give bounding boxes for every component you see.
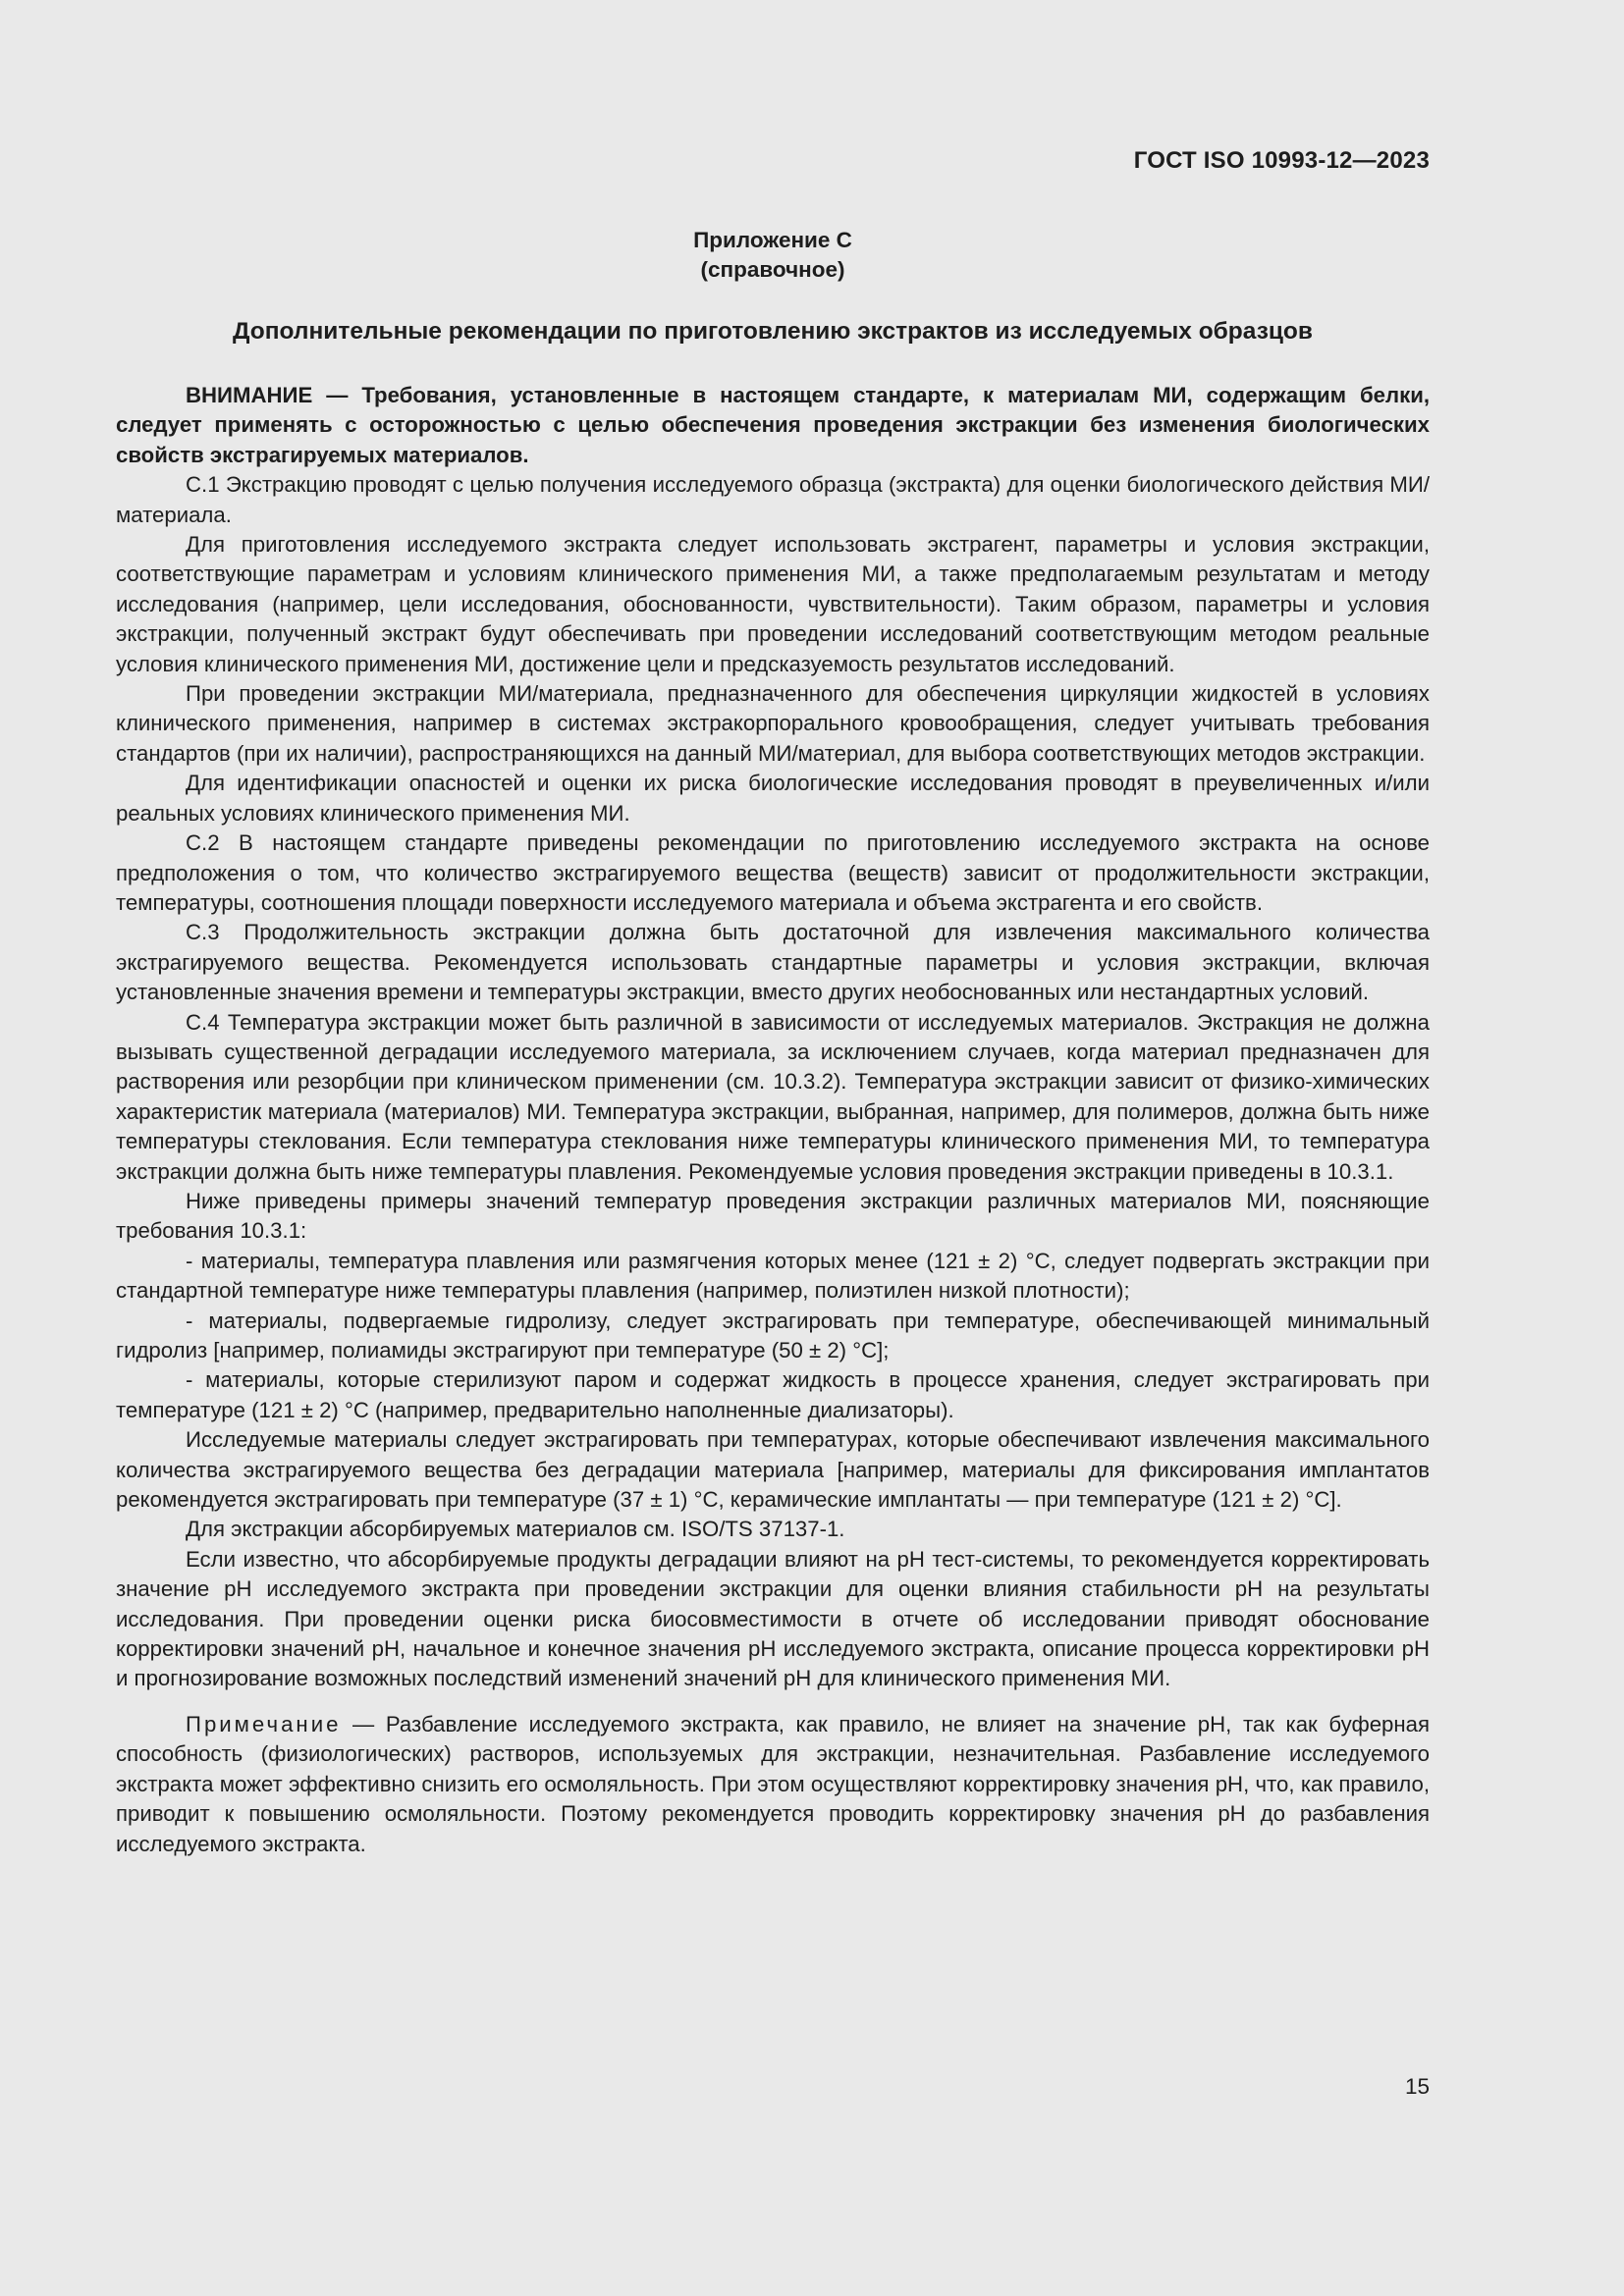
appendix-label: Приложение С — [693, 228, 852, 252]
paragraph: С.3 Продолжительность экстракции должна быть достаточной для извлечения максимального количества экстрагируемого вещества. Рекомендуется использовать стандартные параметры и условия экстракции, включая установленные значения времени и температуры экстракции, вместо других необоснованных или нестандартных условий. — [116, 920, 1430, 1005]
note-text: — Разбавление исследуемого экстракта, как правило, не влияет на значение pH, так как буферная способность (физиологических) растворов, используемых для экстракции, незначительная. Разбавление исследуемого экстракта может эффективно снизить его осмоляльность. При этом осуществляют корректировку значения pH, что, как правило, приводит к повышению осмоляльности. Поэтому рекомендуется проводить корректировку значения pH до разбавления исследуемого экстракта. — [116, 1711, 1430, 1856]
section-title: Дополнительные рекомендации по приготовлению экстрактов из исследуемых образцов — [233, 318, 1313, 345]
paragraph: Для экстракции абсорбируемых материалов см. ISO/TS 37137-1. — [186, 1517, 845, 1542]
paragraph: С.2 В настоящем стандарте приведены рекомендации по приготовлению исследуемого экстракта на основе предположения о том, что количество экстрагируемого вещества (веществ) зависит от продолжительности экстракции, температуры, соотношения площади поверхности исследуемого материала и объема экстрагента и его свойств. — [116, 830, 1430, 915]
paragraph: Для идентификации опасностей и оценки их риска биологические исследования проводят в преувеличенных и/или реальных условиях клинического применения МИ. — [116, 771, 1430, 826]
document-page — [116, 0, 1430, 2296]
note-label: Примечание — [186, 1711, 342, 1736]
paragraph: С.4 Температура экстракции может быть различной в зависимости от исследуемых материалов. Экстракция не должна вызывать существенной деградации исследуемого материала, за исключением случаев, когда материал предназначен для растворения или резорбции при клиническом применении (см. 10.3.2). Температура экстракции зависит от физико-химических характеристик материала (материалов) МИ. Температура экстракции, выбранная, например, для полимеров, должна быть ниже температуры стеклования. Если температура стеклования ниже температуры клинического применения МИ, то температура экстракции должна быть ниже температуры плавления. Рекомендуемые условия проведения экстракции приведены в 10.3.1. — [116, 1009, 1430, 1184]
document-code: ГОСТ ISO 10993-12—2023 — [1133, 147, 1430, 174]
list-item: - материалы, подвергаемые гидролизу, следует экстрагировать при температуре, обеспечивающей минимальный гидролиз [например, полиамиды экстрагируют при температуре (50 ± 2) °С]; — [116, 1308, 1430, 1362]
paragraph: Для приготовления исследуемого экстракта следует использовать экстрагент, параметры и условия экстракции, соответствующие параметрам и условиям клинического применения МИ, а также предполагаемым результатам и методу исследования (например, цели исследования, обоснованности, чувствительности). Таким образом, параметры и условия экстракции, полученный экстракт будут обеспечивать при проведении исследований соответствующим методом реальные условия клинического применения МИ, достижение цели и предсказуемость результатов исследований. — [116, 532, 1430, 676]
paragraph: Если известно, что абсорбируемые продукты деградации влияют на pH тест-системы, то рекомендуется корректировать значение pH исследуемого экстракта при проведении экстракции для оценки влияния стабильности pH на результаты исследования. При проведении оценки риска биосовместимости в отчете об исследовании приводят обоснование корректировки значений pH, начальное и конечное значения pH исследуемого экстракта, описание процесса корректировки pH и прогнозирование возможных последствий изменений значений pH для клинического применения МИ. — [116, 1546, 1430, 1691]
appendix-heading — [116, 226, 1430, 285]
paragraph: С.1 Экстракцию проводят с целью получения исследуемого образца (экстракта) для оценки биологического действия МИ/материала. — [116, 472, 1430, 527]
note-paragraph — [116, 1710, 1430, 1859]
page-number: 15 — [1404, 2074, 1430, 2099]
list-item: - материалы, температура плавления или размягчения которых менее (121 ± 2) °С, следует подвергать экстракции при стандартной температуре ниже температуры плавления (например, полиэтилен низкой плотности); — [116, 1248, 1430, 1304]
paragraph: Ниже приведены примеры значений температур проведения экстракции различных материалов МИ, поясняющие требования 10.3.1: — [116, 1188, 1430, 1244]
paragraph: Исследуемые материалы следует экстрагировать при температурах, которые обеспечивают извлечения максимального количества экстрагируемого вещества без деградации материала [например, материалы для фиксирования имплантатов рекомендуется экстрагировать при температуре (37 ± 1) °С, керамические имплантаты — при температуре (121 ± 2) °С]. — [116, 1427, 1430, 1513]
warning-paragraph: ВНИМАНИЕ — Требования, установленные в настоящем стандарте, к материалам МИ, содержащим белки, следует применять с осторожностью с целью обеспечения проведения экстракции без изменения биологических свойств экстрагируемых материалов. — [116, 383, 1430, 467]
list-item: - материалы, которые стерилизуют паром и содержат жидкость в процессе хранения, следует экстрагировать при температуре (121 ± 2) °С (например, предварительно наполненные диализаторы). — [116, 1367, 1430, 1422]
appendix-type: (справочное) — [700, 257, 845, 282]
body-text — [116, 381, 1430, 1859]
paragraph: При проведении экстракции МИ/материала, предназначенного для обеспечения циркуляции жидкостей в условиях клинического применения, например в системах экстракорпорального кровообращения, следует учитывать требования стандартов (при их наличии), распространяющихся на данный МИ/материал, для выбора соответствующих методов экстракции. — [116, 681, 1430, 766]
